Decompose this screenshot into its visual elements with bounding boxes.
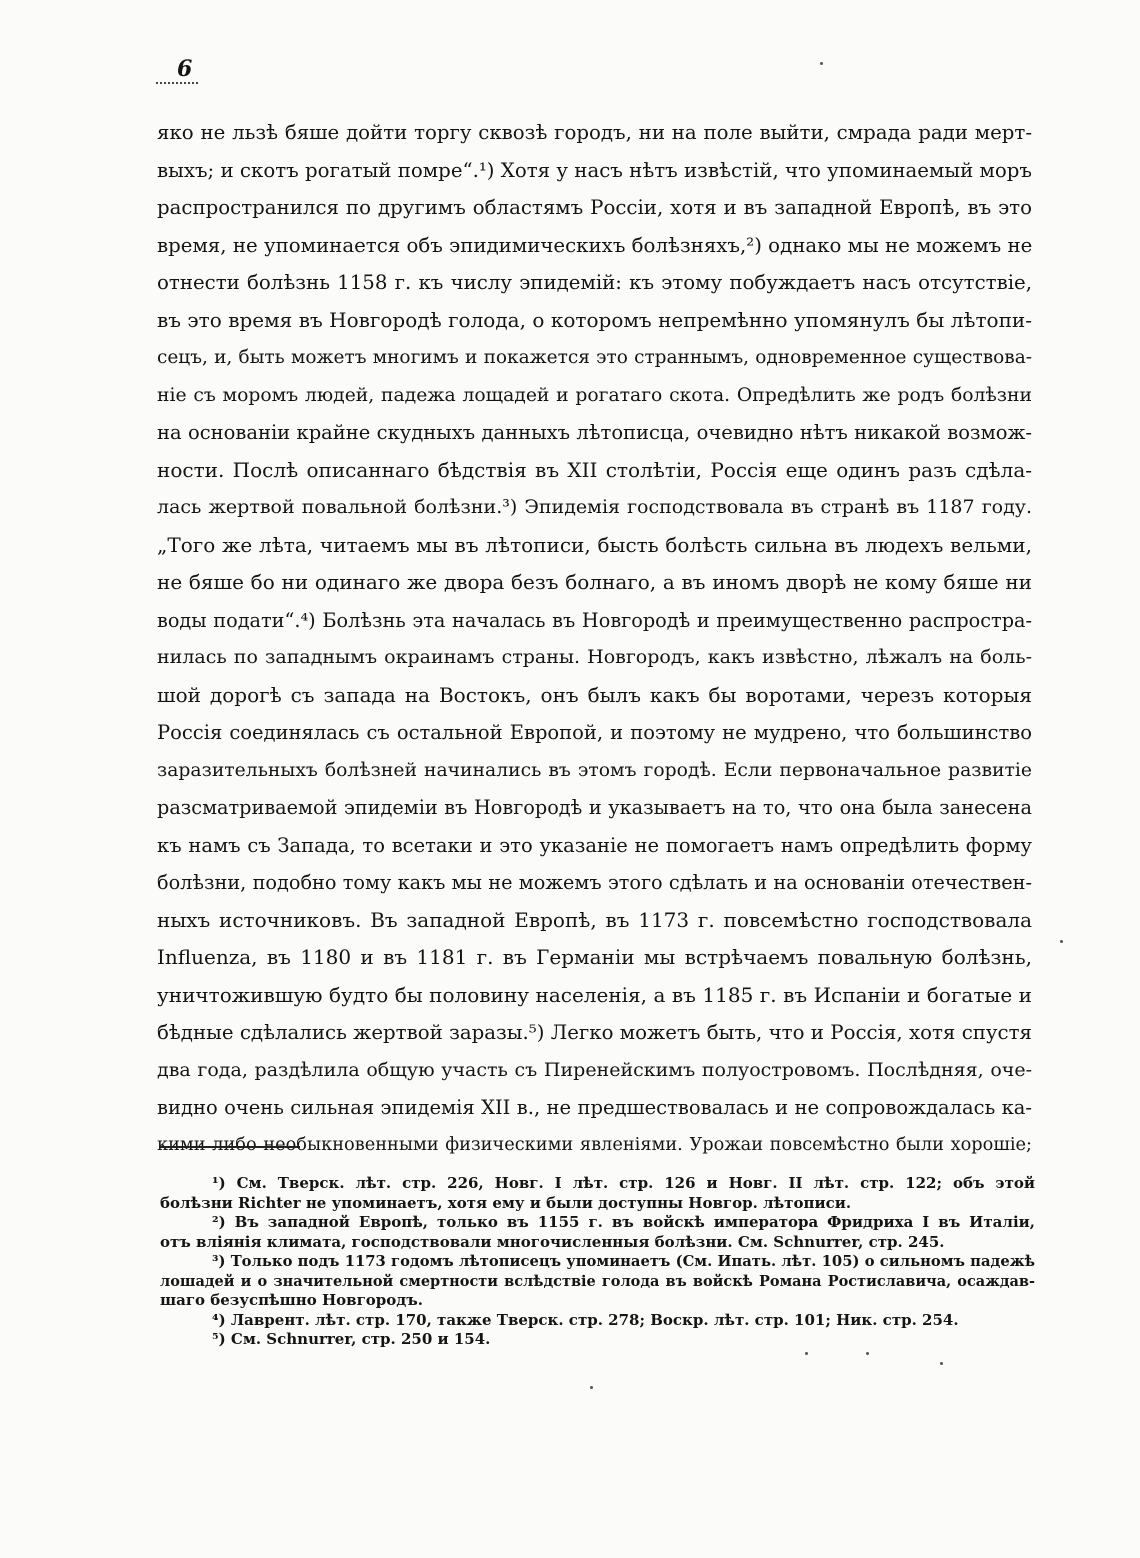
body-line: Influenza, въ 1180 и въ 1181 г. въ Германіи мы встрѣчаемъ повальную болѣзнь, xyxy=(157,945,1032,969)
body-line: распространился по другимъ областямъ Россіи, хотя и въ западной Европѣ, въ это xyxy=(157,196,1032,219)
body-line: бѣдные сдѣлались жертвой заразы.⁵) Легко можетъ быть, что и Россія, хотя спустя xyxy=(157,1021,1032,1044)
footnote-line: ¹) См. Тверск. лѣт. стр. 226, Новг. I лѣт. стр. 126 и Новг. II лѣт. стр. 122; объ этой xyxy=(212,1174,1035,1192)
body-line: ніе съ моромъ людей, падежа лощадей и рогатаго скота. Опредѣлить же родъ болѣзни xyxy=(157,384,1032,406)
body-line: заразительныхъ болѣзней начинались въ этомъ городѣ. Если первоначальное развитіе xyxy=(157,759,1032,781)
scan-speck xyxy=(805,1352,808,1355)
body-line: время, не упоминается объ эпидимическихъ болѣзняхъ,²) однако мы не можемъ не xyxy=(157,233,1033,257)
body-line: къ намъ съ Запада, то всетаки и это указаніе не помогаетъ намъ опредѣлить форму xyxy=(157,833,1032,857)
body-line: яко не льзѣ бяше дойти торгу сквозѣ городъ, ни на поле выйти, смрада ради мерт- xyxy=(157,121,1032,144)
body-line: ности. Послѣ описаннаго бѣдствія въ XII столѣтіи, Россія еще одинъ разъ сдѣла- xyxy=(157,457,1032,482)
body-line: лась жертвой повальной болѣзни.³) Эпидемія господствовала въ странѣ въ 1187 году. xyxy=(157,496,1032,518)
footnote-line: отъ вліянія климата, господствовали многочисленныя болѣзни. См. Schnurrer, стр. 245. xyxy=(160,1232,945,1251)
body-text xyxy=(157,114,1032,1164)
footnote-line: ³) Только подъ 1173 годомъ лѣтописецъ упоминаетъ (См. Ипать. лѣт. 105) о сильномъ падежѣ xyxy=(212,1253,1035,1270)
body-line: шой дорогѣ съ запада на Востокъ, онъ былъ какъ бы воротами, черезъ которыя xyxy=(157,682,1032,707)
body-line: болѣзни, подобно тому какъ мы не можемъ этого сдѣлать и на основаніи отечествен- xyxy=(157,871,1032,894)
footnote-line: болѣзни Richter не упоминаетъ, хотя ему и были доступны Новгор. лѣтописи. xyxy=(160,1193,852,1212)
footnotes xyxy=(160,1174,1035,1350)
scan-speck xyxy=(940,1362,943,1365)
body-line: два года, раздѣлила общую участь съ Пиренейскимъ полуостровомъ. Послѣдняя, оче- xyxy=(157,1058,1032,1081)
scan-speck xyxy=(1060,940,1063,943)
body-line: кими либо необыкновенными физическими явленіями. Урожаи повсемѣстно были хорошіе; xyxy=(157,1134,1032,1155)
footnote-line: ⁴) Лаврент. лѣт. стр. 170, также Тверск. стр. 278; Воскр. лѣт. стр. 101; Ник. стр. 254. xyxy=(212,1310,959,1329)
footnote-line: лошадей и о значительной смертности вслѣдствіе голода въ войскѣ Романа Ростиславича, осаждав- xyxy=(160,1272,1035,1290)
scan-speck xyxy=(820,62,823,65)
scan-speck xyxy=(866,1352,869,1355)
body-line: „Того же лѣта, читаемъ мы въ лѣтописи, бысть болѣсть сильна въ людехъ вельми, xyxy=(157,532,1032,557)
body-line: ныхъ источниковъ. Въ западной Европѣ, въ 1173 г. повсемѣстно господствовала xyxy=(157,907,1032,932)
body-line: разсматриваемой эпидеміи въ Новгородѣ и указываетъ на то, что она была занесена xyxy=(157,796,1032,819)
footnote-line: шаго безуспѣшно Новгородъ. xyxy=(160,1291,423,1309)
footnote-line: ⁵) См. Schnurrer, стр. 250 и 154. xyxy=(212,1330,491,1348)
body-line: въ это время въ Новгородѣ голода, о которомъ непремѣнно упомянулъ бы лѣтопи- xyxy=(157,307,1032,332)
body-line: нилась по западнымъ окраинамъ страны. Новгородъ, какъ извѣстно, лѣжалъ на боль- xyxy=(157,646,1032,668)
scan-speck xyxy=(590,1386,593,1389)
body-line: сецъ, и, быть можетъ многимъ и покажется это страннымъ, одновременное существова- xyxy=(157,347,1032,368)
body-line: уничтожившую будто бы половину населенія, а въ 1185 г. въ Испаніи и богатые и xyxy=(157,982,1032,1007)
page-number: 6 xyxy=(177,56,193,82)
body-line: отнести болѣзнь 1158 г. къ числу эпидемій: къ этому побуждаетъ насъ отсутствіе, xyxy=(157,271,1032,294)
page-number-underline xyxy=(156,82,198,84)
body-line: выхъ; и скотъ рогатый помре“.¹) Хотя у насъ нѣтъ извѣстій, что упоминаемый моръ xyxy=(157,158,1032,182)
body-line: не бяше бо ни одинаго же двора безъ болнаго, а въ иномъ дворѣ не кому бяше ни xyxy=(157,570,1032,594)
body-line: воды подати“.⁴) Болѣзнь эта началась въ Новгородѣ и преимущественно распростра- xyxy=(157,608,1032,632)
body-line: на основаніи крайне скудныхъ данныхъ лѣтописца, очевидно нѣтъ никакой возмож- xyxy=(157,421,1032,444)
footnote-line: ²) Въ западной Европѣ, только въ 1155 г. въ войскѣ императора Фридриха I въ Италіи, xyxy=(212,1213,1035,1231)
body-line: видно очень сильная эпидемія XII в., не предшествовалась и не сопровождалась ка- xyxy=(157,1096,1032,1119)
body-line: Россія соединялась съ остальной Европой, и поэтому не мудрено, что большинство xyxy=(157,721,1032,744)
footnote-divider xyxy=(160,1146,300,1148)
